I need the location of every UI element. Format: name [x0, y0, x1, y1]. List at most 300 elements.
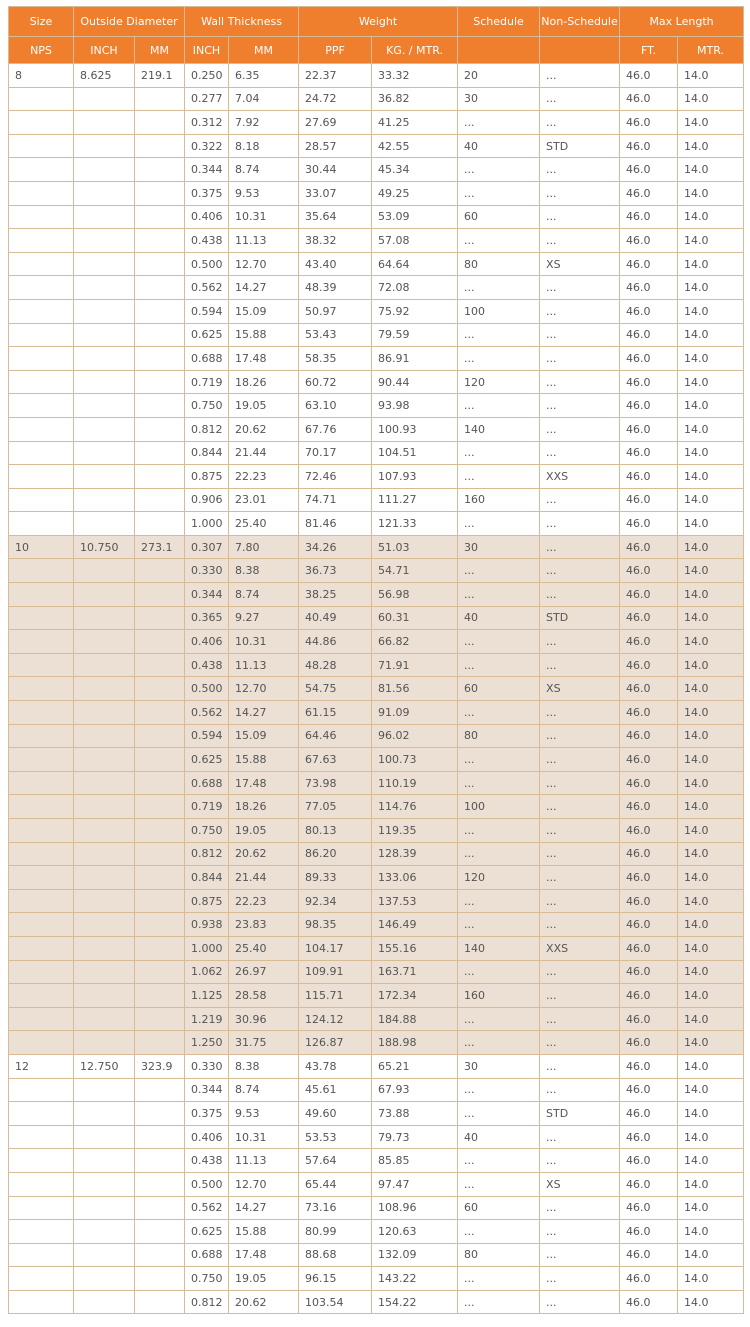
table-cell — [9, 748, 74, 772]
table-cell: 46.0 — [620, 1196, 678, 1220]
table-cell — [135, 771, 185, 795]
table-cell: ... — [458, 1031, 540, 1055]
table-cell: 0.562 — [185, 1196, 229, 1220]
table-cell: 46.0 — [620, 87, 678, 111]
table-cell: 85.85 — [372, 1149, 458, 1173]
table-cell: ... — [540, 701, 620, 725]
header-unit-row — [9, 37, 744, 64]
table-cell: 9.27 — [229, 606, 299, 630]
table-cell: 38.32 — [299, 229, 372, 253]
table-cell — [9, 134, 74, 158]
table-cell: 14.0 — [678, 889, 744, 913]
table-cell — [9, 630, 74, 654]
table-cell: 109.91 — [299, 960, 372, 984]
table-cell — [135, 158, 185, 182]
table-cell: 53.53 — [299, 1125, 372, 1149]
table-cell: 0.844 — [185, 441, 229, 465]
table-row — [9, 205, 744, 229]
table-cell: 14.0 — [678, 417, 744, 441]
table-cell: 0.500 — [185, 252, 229, 276]
table-cell — [135, 1031, 185, 1055]
header-group-cell: Max Length — [620, 7, 744, 37]
table-cell: 124.12 — [299, 1007, 372, 1031]
table-cell: ... — [540, 417, 620, 441]
table-cell — [135, 111, 185, 135]
table-cell — [9, 1125, 74, 1149]
table-cell: ... — [540, 535, 620, 559]
table-cell: 100.93 — [372, 417, 458, 441]
table-cell: 0.844 — [185, 866, 229, 890]
table-cell: 60.72 — [299, 370, 372, 394]
table-cell: 60.31 — [372, 606, 458, 630]
header-unit-cell: NPS — [9, 37, 74, 64]
table-cell: 1.000 — [185, 936, 229, 960]
table-cell — [135, 1125, 185, 1149]
table-cell — [74, 1290, 135, 1314]
table-cell: 46.0 — [620, 323, 678, 347]
table-cell — [9, 984, 74, 1008]
table-cell: 46.0 — [620, 512, 678, 536]
table-cell: ... — [540, 771, 620, 795]
table-cell: 30 — [458, 535, 540, 559]
table-cell: 96.15 — [299, 1267, 372, 1291]
table-cell: 0.562 — [185, 276, 229, 300]
table-row — [9, 181, 744, 205]
table-cell: XS — [540, 252, 620, 276]
table-cell: 0.406 — [185, 1125, 229, 1149]
table-cell: 14.0 — [678, 1172, 744, 1196]
table-cell: 14.0 — [678, 819, 744, 843]
table-cell: ... — [458, 229, 540, 253]
table-cell: 15.88 — [229, 323, 299, 347]
table-cell: ... — [540, 1078, 620, 1102]
table-cell — [9, 960, 74, 984]
table-row — [9, 1102, 744, 1126]
table-cell: ... — [458, 583, 540, 607]
table-cell: 14.27 — [229, 1196, 299, 1220]
table-cell: ... — [458, 181, 540, 205]
table-cell: ... — [540, 913, 620, 937]
table-cell: 12.70 — [229, 1172, 299, 1196]
table-cell: 110.19 — [372, 771, 458, 795]
table-cell: 73.88 — [372, 1102, 458, 1126]
table-cell: 80 — [458, 1243, 540, 1267]
table-cell — [135, 347, 185, 371]
table-cell — [74, 252, 135, 276]
table-cell: 48.39 — [299, 276, 372, 300]
table-cell: 46.0 — [620, 134, 678, 158]
table-cell: 80 — [458, 252, 540, 276]
table-cell: 14.0 — [678, 630, 744, 654]
table-cell — [135, 488, 185, 512]
table-cell: 15.88 — [229, 748, 299, 772]
table-cell — [135, 465, 185, 489]
table-cell: 46.0 — [620, 842, 678, 866]
table-cell: STD — [540, 134, 620, 158]
table-cell — [9, 653, 74, 677]
table-cell: 0.250 — [185, 64, 229, 88]
table-cell: 46.0 — [620, 465, 678, 489]
table-cell: 14.0 — [678, 677, 744, 701]
table-cell: 60 — [458, 677, 540, 701]
table-cell: 14.0 — [678, 488, 744, 512]
table-cell: 46.0 — [620, 1031, 678, 1055]
table-cell: ... — [540, 1243, 620, 1267]
table-cell — [9, 701, 74, 725]
table-cell — [9, 771, 74, 795]
table-cell: 12.70 — [229, 252, 299, 276]
table-cell: 14.0 — [678, 936, 744, 960]
table-cell: 46.0 — [620, 181, 678, 205]
table-cell — [9, 583, 74, 607]
table-cell — [9, 889, 74, 913]
table-cell: XS — [540, 1172, 620, 1196]
table-row — [9, 488, 744, 512]
table-cell — [135, 370, 185, 394]
table-cell: 0.330 — [185, 559, 229, 583]
table-cell — [74, 1243, 135, 1267]
table-cell — [74, 229, 135, 253]
table-cell: 72.46 — [299, 465, 372, 489]
table-cell: 10.31 — [229, 630, 299, 654]
table-cell: 46.0 — [620, 866, 678, 890]
table-cell — [135, 842, 185, 866]
table-cell: 46.0 — [620, 701, 678, 725]
table-cell: 14.0 — [678, 606, 744, 630]
table-cell: 46.0 — [620, 748, 678, 772]
table-cell: 60 — [458, 205, 540, 229]
table-row — [9, 819, 744, 843]
table-cell: 0.812 — [185, 417, 229, 441]
table-cell: 0.438 — [185, 1149, 229, 1173]
table-cell — [9, 158, 74, 182]
table-row — [9, 1031, 744, 1055]
table-row — [9, 370, 744, 394]
table-cell: 0.594 — [185, 299, 229, 323]
table-row — [9, 630, 744, 654]
table-cell — [9, 606, 74, 630]
table-cell — [74, 205, 135, 229]
table-cell: 8.74 — [229, 158, 299, 182]
table-cell: ... — [458, 512, 540, 536]
table-cell — [135, 724, 185, 748]
table-cell: 14.0 — [678, 158, 744, 182]
table-cell: ... — [540, 229, 620, 253]
table-cell: 14.0 — [678, 771, 744, 795]
table-cell — [74, 111, 135, 135]
table-cell — [74, 1220, 135, 1244]
header-unit-cell: MTR. — [678, 37, 744, 64]
table-cell: 46.0 — [620, 1267, 678, 1291]
table-cell: 0.875 — [185, 465, 229, 489]
table-cell: 46.0 — [620, 1007, 678, 1031]
table-cell: 36.73 — [299, 559, 372, 583]
table-cell: ... — [458, 701, 540, 725]
table-cell: ... — [540, 1031, 620, 1055]
table-cell: 14.0 — [678, 653, 744, 677]
table-cell: 160 — [458, 488, 540, 512]
table-cell: 67.93 — [372, 1078, 458, 1102]
table-cell: 12 — [9, 1054, 74, 1078]
table-row — [9, 276, 744, 300]
table-cell — [135, 913, 185, 937]
table-cell: ... — [540, 889, 620, 913]
table-cell: 103.54 — [299, 1290, 372, 1314]
table-cell: 19.05 — [229, 394, 299, 418]
table-cell: 14.0 — [678, 465, 744, 489]
table-cell: 0.812 — [185, 1290, 229, 1314]
table-cell: 120 — [458, 866, 540, 890]
table-cell — [9, 181, 74, 205]
table-cell: 6.35 — [229, 64, 299, 88]
table-row — [9, 653, 744, 677]
header-group-cell: Size — [9, 7, 74, 37]
table-cell: 323.9 — [135, 1054, 185, 1078]
table-cell: 46.0 — [620, 795, 678, 819]
table-cell: 42.55 — [372, 134, 458, 158]
table-cell: 14.0 — [678, 134, 744, 158]
table-cell: 14.0 — [678, 299, 744, 323]
table-cell: 14.0 — [678, 701, 744, 725]
table-cell: 71.91 — [372, 653, 458, 677]
table-cell: 73.16 — [299, 1196, 372, 1220]
table-cell: 140 — [458, 417, 540, 441]
table-cell — [9, 1220, 74, 1244]
header-unit-cell: MM — [135, 37, 185, 64]
header-group-cell: Outside Diameter — [74, 7, 185, 37]
table-cell: 0.344 — [185, 1078, 229, 1102]
table-cell: 46.0 — [620, 1125, 678, 1149]
table-row — [9, 936, 744, 960]
table-cell — [74, 1196, 135, 1220]
table-cell: 72.08 — [372, 276, 458, 300]
table-cell: 30 — [458, 1054, 540, 1078]
table-cell — [74, 653, 135, 677]
table-cell: 46.0 — [620, 559, 678, 583]
table-cell: 0.812 — [185, 842, 229, 866]
table-cell — [74, 394, 135, 418]
table-cell: 67.63 — [299, 748, 372, 772]
table-cell: 31.75 — [229, 1031, 299, 1055]
table-cell: 46.0 — [620, 535, 678, 559]
table-cell — [74, 158, 135, 182]
table-cell: 155.16 — [372, 936, 458, 960]
table-cell: 0.500 — [185, 1172, 229, 1196]
table-cell: 14.0 — [678, 960, 744, 984]
table-cell — [9, 87, 74, 111]
table-cell: 75.92 — [372, 299, 458, 323]
table-cell: 14.0 — [678, 64, 744, 88]
table-cell: 46.0 — [620, 229, 678, 253]
table-cell: 22.23 — [229, 465, 299, 489]
table-cell: 219.1 — [135, 64, 185, 88]
table-cell: 57.64 — [299, 1149, 372, 1173]
table-cell: ... — [458, 748, 540, 772]
table-cell — [9, 323, 74, 347]
table-cell — [9, 347, 74, 371]
table-cell: 8 — [9, 64, 74, 88]
table-cell: 46.0 — [620, 630, 678, 654]
table-cell: 14.0 — [678, 535, 744, 559]
table-cell: 111.27 — [372, 488, 458, 512]
table-cell: ... — [540, 795, 620, 819]
table-cell: 14.0 — [678, 913, 744, 937]
table-cell: 1.062 — [185, 960, 229, 984]
table-cell: 163.71 — [372, 960, 458, 984]
table-cell: 1.125 — [185, 984, 229, 1008]
table-cell: 92.34 — [299, 889, 372, 913]
table-cell: 46.0 — [620, 441, 678, 465]
table-row — [9, 701, 744, 725]
table-row — [9, 535, 744, 559]
table-cell: ... — [540, 64, 620, 88]
table-cell: 96.02 — [372, 724, 458, 748]
table-cell: 56.98 — [372, 583, 458, 607]
table-cell: 0.875 — [185, 889, 229, 913]
table-cell: 46.0 — [620, 936, 678, 960]
table-cell: 49.25 — [372, 181, 458, 205]
table-cell: 97.47 — [372, 1172, 458, 1196]
table-cell: ... — [540, 488, 620, 512]
table-cell — [74, 347, 135, 371]
table-row — [9, 87, 744, 111]
table-cell — [74, 323, 135, 347]
table-row — [9, 1290, 744, 1314]
table-cell: 73.98 — [299, 771, 372, 795]
table-cell: 46.0 — [620, 1054, 678, 1078]
table-cell: ... — [540, 512, 620, 536]
table-cell: 1.000 — [185, 512, 229, 536]
table-cell — [135, 394, 185, 418]
table-cell: 12.750 — [74, 1054, 135, 1078]
table-row — [9, 252, 744, 276]
table-cell: ... — [458, 1290, 540, 1314]
table-cell — [135, 936, 185, 960]
table-cell: 64.64 — [372, 252, 458, 276]
table-cell: 0.719 — [185, 370, 229, 394]
table-cell: 14.0 — [678, 866, 744, 890]
table-cell: 77.05 — [299, 795, 372, 819]
table-cell: 53.43 — [299, 323, 372, 347]
table-cell — [135, 1220, 185, 1244]
table-cell — [74, 465, 135, 489]
table-cell — [9, 724, 74, 748]
table-cell: ... — [458, 347, 540, 371]
table-cell: 14.0 — [678, 181, 744, 205]
table-cell: 8.74 — [229, 583, 299, 607]
table-cell: 14.0 — [678, 1220, 744, 1244]
table-cell: 14.0 — [678, 229, 744, 253]
table-row — [9, 417, 744, 441]
table-cell — [9, 866, 74, 890]
table-cell: ... — [540, 819, 620, 843]
table-cell — [9, 1196, 74, 1220]
table-cell: ... — [540, 299, 620, 323]
table-cell: ... — [540, 111, 620, 135]
table-cell: 114.76 — [372, 795, 458, 819]
table-cell: 17.48 — [229, 1243, 299, 1267]
table-cell: XXS — [540, 465, 620, 489]
table-cell: 14.0 — [678, 1290, 744, 1314]
table-row — [9, 1196, 744, 1220]
table-cell: 10.750 — [74, 535, 135, 559]
table-cell: 46.0 — [620, 488, 678, 512]
table-row — [9, 1125, 744, 1149]
table-cell — [9, 276, 74, 300]
table-cell: 46.0 — [620, 984, 678, 1008]
table-cell — [9, 512, 74, 536]
table-cell: ... — [458, 630, 540, 654]
table-cell — [74, 866, 135, 890]
table-cell: 46.0 — [620, 1172, 678, 1196]
header-group-row — [9, 7, 744, 37]
table-cell: 26.97 — [229, 960, 299, 984]
table-cell: 0.594 — [185, 724, 229, 748]
table-cell: 49.60 — [299, 1102, 372, 1126]
table-cell: ... — [540, 1007, 620, 1031]
table-cell: 54.71 — [372, 559, 458, 583]
table-cell: 184.88 — [372, 1007, 458, 1031]
table-row — [9, 677, 744, 701]
table-cell: ... — [458, 1007, 540, 1031]
table-cell — [9, 842, 74, 866]
header-group-cell: Schedule — [458, 7, 540, 37]
table-cell — [135, 417, 185, 441]
table-cell: 14.0 — [678, 724, 744, 748]
table-cell — [74, 913, 135, 937]
table-cell: 108.96 — [372, 1196, 458, 1220]
table-cell: 46.0 — [620, 606, 678, 630]
pipe-schedule-table-wrapper — [8, 6, 743, 1314]
table-cell — [135, 276, 185, 300]
table-cell — [135, 960, 185, 984]
table-row — [9, 984, 744, 1008]
table-cell: 0.719 — [185, 795, 229, 819]
table-cell — [9, 394, 74, 418]
table-cell — [74, 936, 135, 960]
header-unit-cell: FT. — [620, 37, 678, 64]
table-cell: ... — [458, 158, 540, 182]
table-cell: 70.17 — [299, 441, 372, 465]
table-cell: 0.438 — [185, 229, 229, 253]
table-cell: 0.625 — [185, 323, 229, 347]
table-cell: ... — [540, 1267, 620, 1291]
header-group-cell: Non-Schedule — [540, 7, 620, 37]
table-cell: 15.88 — [229, 1220, 299, 1244]
table-cell: 17.48 — [229, 771, 299, 795]
table-cell — [135, 866, 185, 890]
table-cell: 0.365 — [185, 606, 229, 630]
table-cell: 46.0 — [620, 299, 678, 323]
table-cell: 104.17 — [299, 936, 372, 960]
table-row — [9, 323, 744, 347]
table-cell: 53.09 — [372, 205, 458, 229]
table-cell — [74, 842, 135, 866]
header-unit-cell — [540, 37, 620, 64]
table-cell: ... — [458, 771, 540, 795]
table-cell — [74, 1078, 135, 1102]
table-row — [9, 1054, 744, 1078]
table-cell: 36.82 — [372, 87, 458, 111]
table-cell: 10.31 — [229, 205, 299, 229]
table-row — [9, 134, 744, 158]
table-cell — [9, 1243, 74, 1267]
table-cell: 14.0 — [678, 1054, 744, 1078]
table-cell — [9, 417, 74, 441]
table-cell: 273.1 — [135, 535, 185, 559]
table-cell: 28.57 — [299, 134, 372, 158]
table-cell: 0.344 — [185, 583, 229, 607]
